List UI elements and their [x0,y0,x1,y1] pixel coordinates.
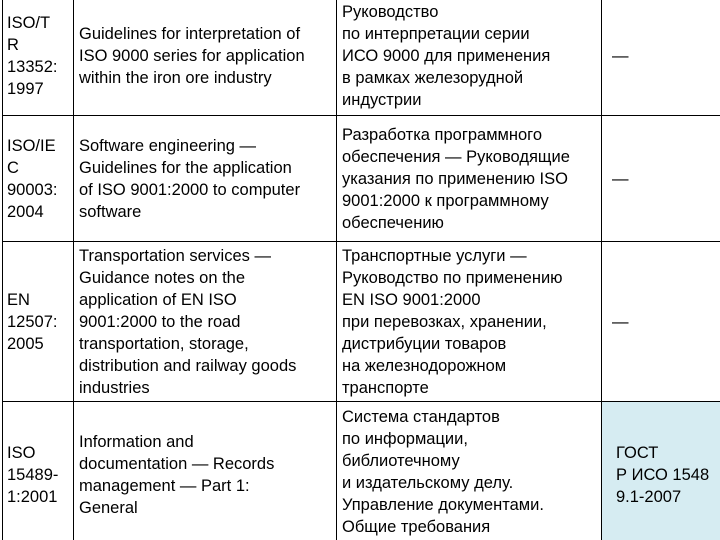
standards-table [2,0,720,540]
standard-code-cell: ISO/T R 13352: 1997 [3,0,74,116]
standard-code-cell: EN 12507: 2005 [3,242,74,402]
standard-code-cell: ISO/IE C 90003: 2004 [3,116,74,242]
english-title-cell: Information and documentation — Records management — Part 1: General [74,402,337,540]
english-title-cell: Software engineering — Guidelines for the application of ISO 9001:2000 to computer software [74,116,337,242]
gost-equivalent-cell-highlighted: ГОСТ Р ИСО 1548 9.1-2007 [602,402,720,540]
gost-equivalent-cell: — [602,116,720,242]
english-title-cell: Guidelines for interpretation of ISO 9000 series for application within the iron ore industry [74,0,337,116]
gost-equivalent-cell: — [602,0,720,116]
standard-code-cell: ISO 15489- 1:2001 [3,402,74,540]
gost-equivalent-cell: — [602,242,720,402]
table-row [3,402,720,540]
table-row [3,242,720,402]
russian-title-cell: Транспортные услуги — Руководство по применению EN ISO 9001:2000 при перевозках, хранении, дистрибуции товаров на железнодорожном транспорте [337,242,602,402]
english-title-cell: Transportation services — Guidance notes on the application of EN ISO 9001:2000 to the road transportation, storage, distribution and railway goods industries [74,242,337,402]
russian-title-cell: Руководство по интерпретации серии ИСО 9000 для применения в рамках железорудной индустрии [337,0,602,116]
russian-title-cell: Система стандартов по информации, библиотечному и издательскому делу. Управление документами. Общие требования [337,402,602,540]
table-row [3,116,720,242]
table-row [3,0,720,116]
russian-title-cell: Разработка программного обеспечения — Руководящие указания по применению ISO 9001:2000 к программному обеспечению [337,116,602,242]
